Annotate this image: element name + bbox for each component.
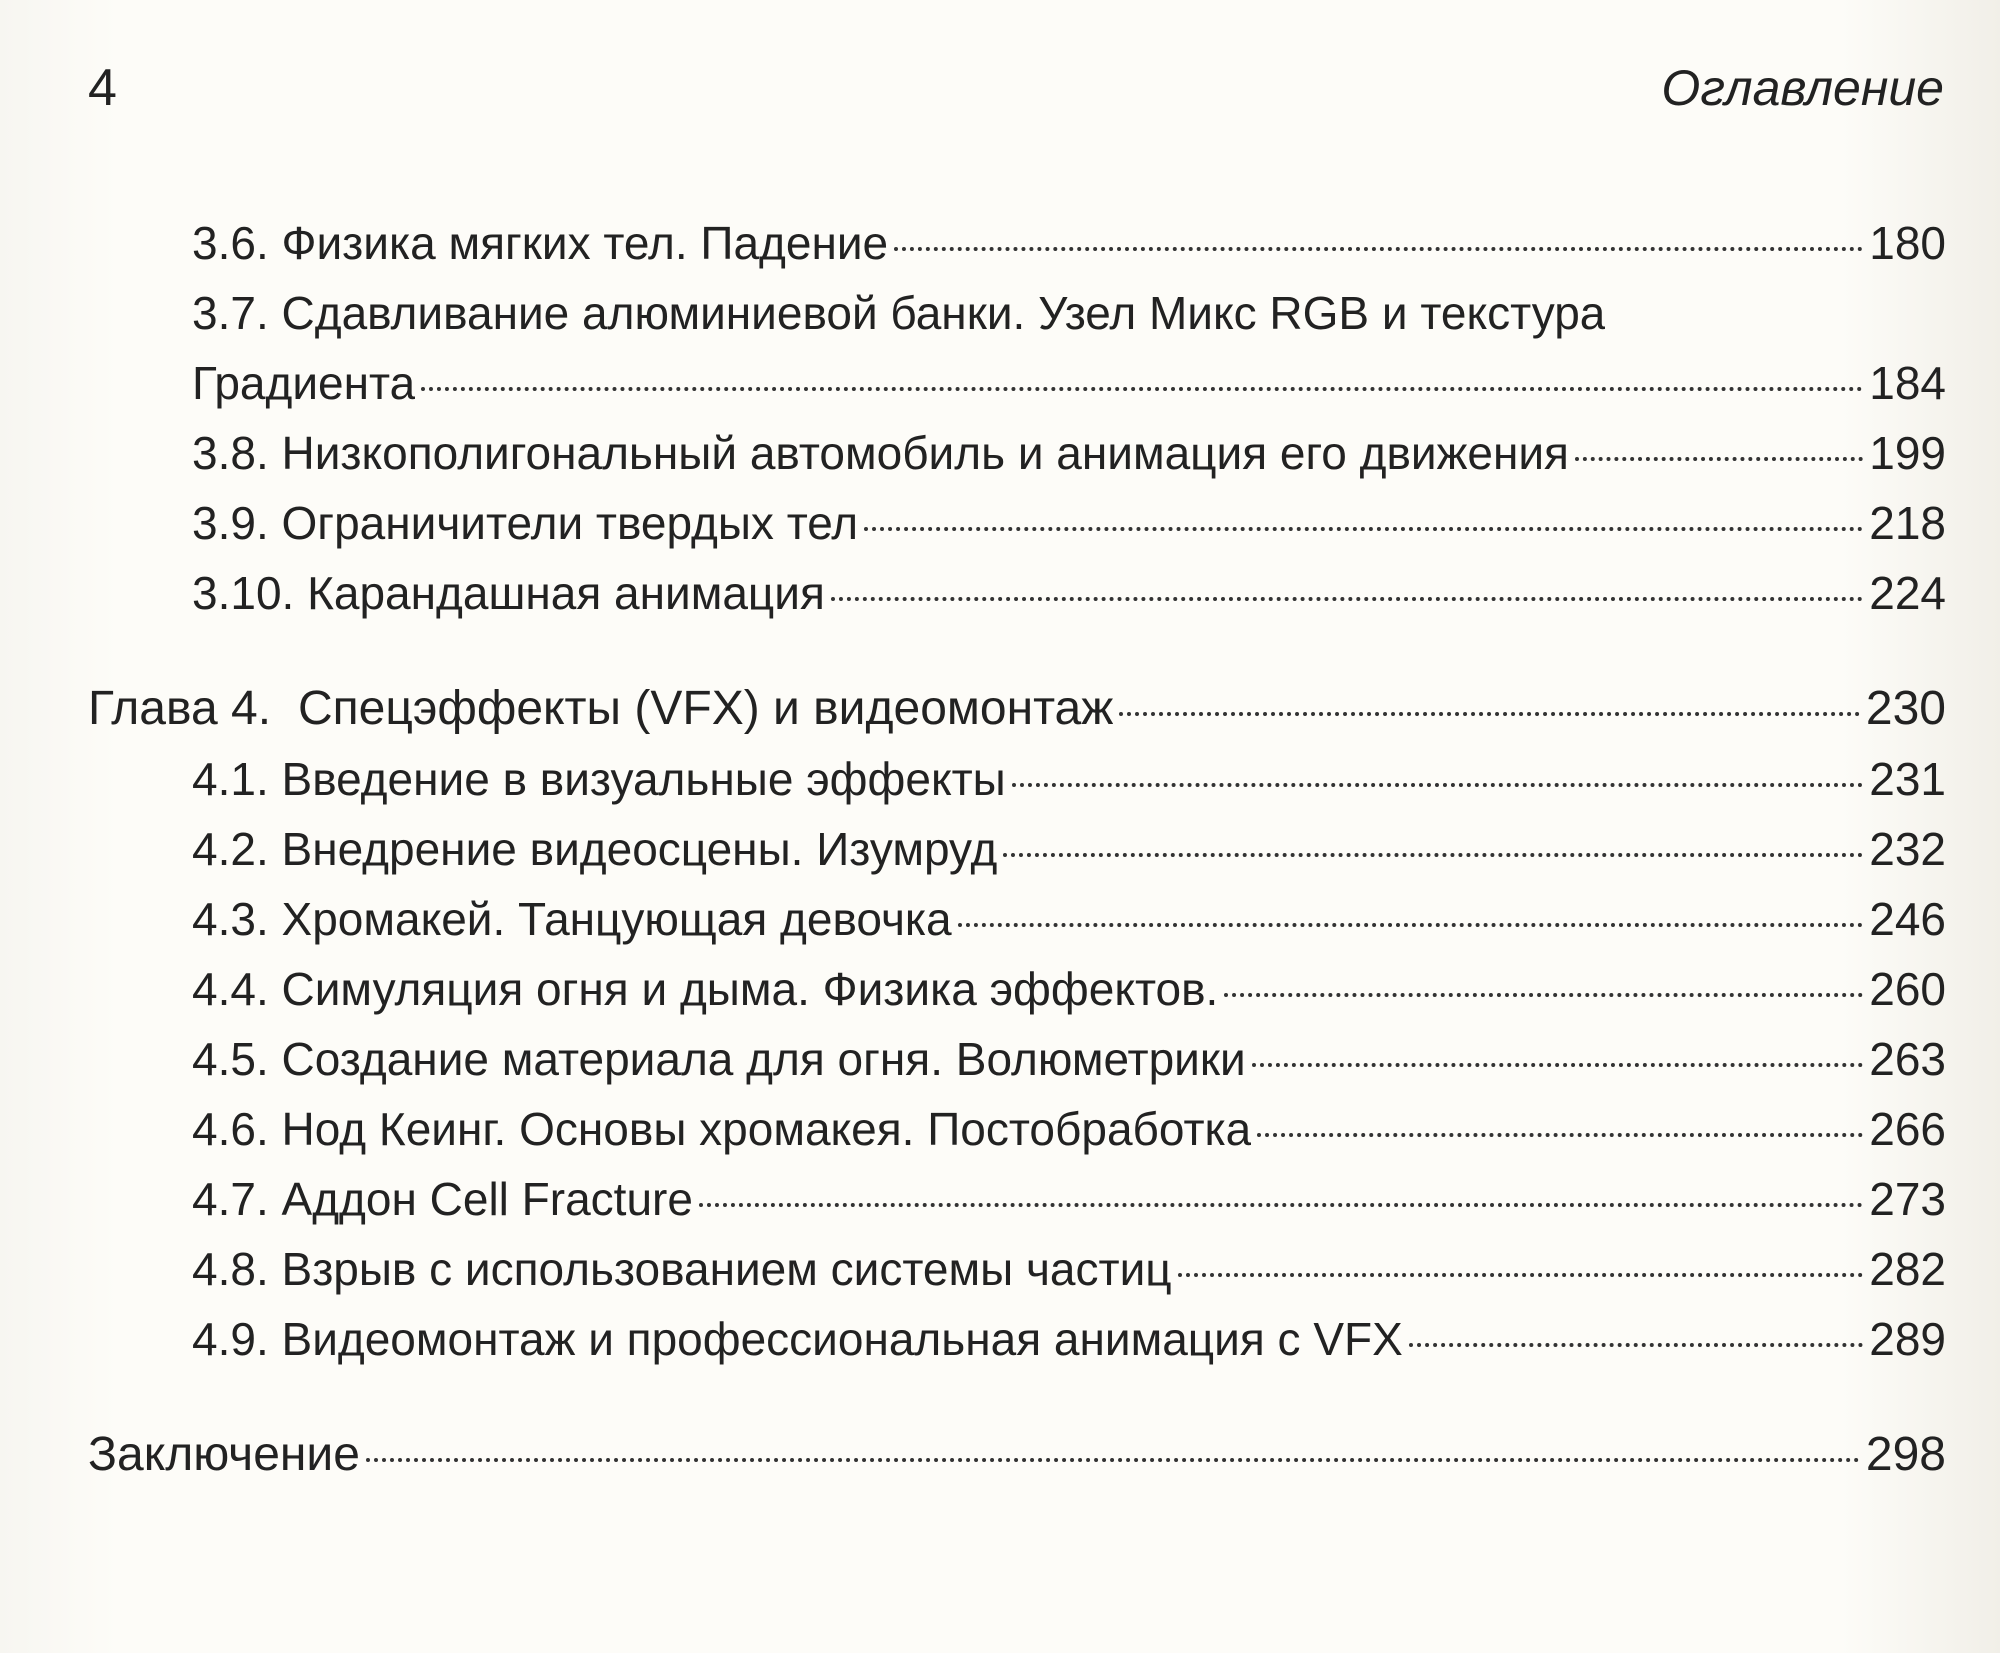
toc-entry-title: 4.6. Нод Кеинг. Основы хромакея. Постобработка [192, 1103, 1252, 1155]
toc-entry-page: 224 [1869, 567, 1946, 619]
toc-entry-4-5 [88, 1024, 1946, 1094]
page-number: 4 [88, 59, 117, 117]
toc-entry-conclusion [88, 1420, 1946, 1490]
toc-entry-3-8 [88, 418, 1946, 488]
toc-entry-page: 218 [1869, 497, 1946, 549]
toc-entry-page: 184 [1869, 357, 1946, 409]
toc-entry-page: 199 [1869, 427, 1946, 479]
dot-leader [1252, 1063, 1864, 1067]
toc-entry-title: 4.2. Внедрение видеосцены. Изумруд [192, 823, 998, 875]
toc-entry-3-10 [88, 558, 1946, 628]
dot-leader [421, 387, 1863, 391]
toc-entry-4-4 [88, 954, 1946, 1024]
toc-entry-page: 232 [1869, 823, 1946, 875]
toc-entry-title [88, 674, 1113, 744]
dot-leader [1575, 457, 1863, 461]
dot-leader [1257, 1133, 1863, 1137]
toc-entry-4-3 [88, 884, 1946, 954]
toc-entry-title: 3.7. Сдавливание алюминиевой банки. Узел Микс RGB и текстура [192, 287, 1606, 339]
toc-entry-title: 3.10. Карандашная анимация [192, 567, 825, 619]
toc-entry-title: 4.9. Видеомонтаж и профессиональная анимация с VFX [192, 1313, 1403, 1365]
toc-entry-3-9 [88, 488, 1946, 558]
toc-entry-title: 4.5. Создание материала для огня. Волюметрики [192, 1033, 1246, 1085]
dot-leader [894, 247, 1863, 251]
dot-leader [366, 1458, 1860, 1462]
toc-entry-page: 298 [1865, 1428, 1946, 1481]
chapter-label: Глава 4. [88, 682, 272, 735]
toc-entry-4-2 [88, 814, 1946, 884]
section-gap [88, 1374, 1946, 1420]
toc-entry-title: Градиента [192, 357, 416, 409]
toc-entry-title: 4.1. Введение в визуальные эффекты [192, 753, 1006, 805]
running-title: Оглавление [1661, 60, 1944, 116]
toc-entry-page: 180 [1869, 217, 1946, 269]
section-gap [88, 628, 1946, 674]
chapter-title: Спецэффекты (VFX) и видеомонтаж [298, 682, 1114, 735]
toc-entry-3-7-line1 [88, 278, 1946, 348]
toc-entry-chapter-4 [88, 674, 1946, 744]
table-of-contents [88, 208, 1946, 1490]
page-header [88, 48, 1944, 128]
toc-entry-title: 4.3. Хромакей. Танцующая девочка [192, 893, 952, 945]
toc-entry-3-6 [88, 208, 1946, 278]
toc-entry-page: 260 [1869, 963, 1946, 1015]
toc-entry-4-7 [88, 1164, 1946, 1234]
dot-leader [1178, 1273, 1864, 1277]
toc-entry-page: 230 [1865, 682, 1946, 735]
toc-entry-title: 3.9. Ограничители твердых тел [192, 497, 859, 549]
toc-entry-4-6 [88, 1094, 1946, 1164]
dot-leader [699, 1203, 1863, 1207]
toc-entry-page: 263 [1869, 1033, 1946, 1085]
toc-entry-title: Заключение [88, 1428, 360, 1481]
toc-entry-title: 3.6. Физика мягких тел. Падение [192, 217, 889, 269]
dot-leader [958, 923, 1864, 927]
dot-leader [1119, 712, 1860, 716]
toc-entry-page: 289 [1869, 1313, 1946, 1365]
toc-entry-page: 231 [1869, 753, 1946, 805]
toc-entry-4-8 [88, 1234, 1946, 1304]
toc-entry-title: 3.8. Низкополигональный автомобиль и анимация его движения [192, 427, 1569, 479]
toc-entry-page: 246 [1869, 893, 1946, 945]
dot-leader [1012, 783, 1864, 787]
toc-entry-page: 282 [1869, 1243, 1946, 1295]
dot-leader [831, 597, 1863, 601]
toc-entry-title: 4.4. Симуляция огня и дыма. Физика эффектов. [192, 963, 1219, 1015]
dot-leader [1224, 993, 1863, 997]
toc-entry-title: 4.7. Аддон Cell Fracture [192, 1173, 693, 1225]
toc-entry-page: 266 [1869, 1103, 1946, 1155]
toc-entry-4-1 [88, 744, 1946, 814]
toc-entry-3-7-line2 [88, 348, 1946, 418]
dot-leader [864, 527, 1863, 531]
toc-entry-title: 4.8. Взрыв с использованием системы частиц [192, 1243, 1172, 1295]
toc-entry-page: 273 [1869, 1173, 1946, 1225]
dot-leader [1003, 853, 1863, 857]
dot-leader [1409, 1343, 1863, 1347]
toc-entry-4-9 [88, 1304, 1946, 1374]
